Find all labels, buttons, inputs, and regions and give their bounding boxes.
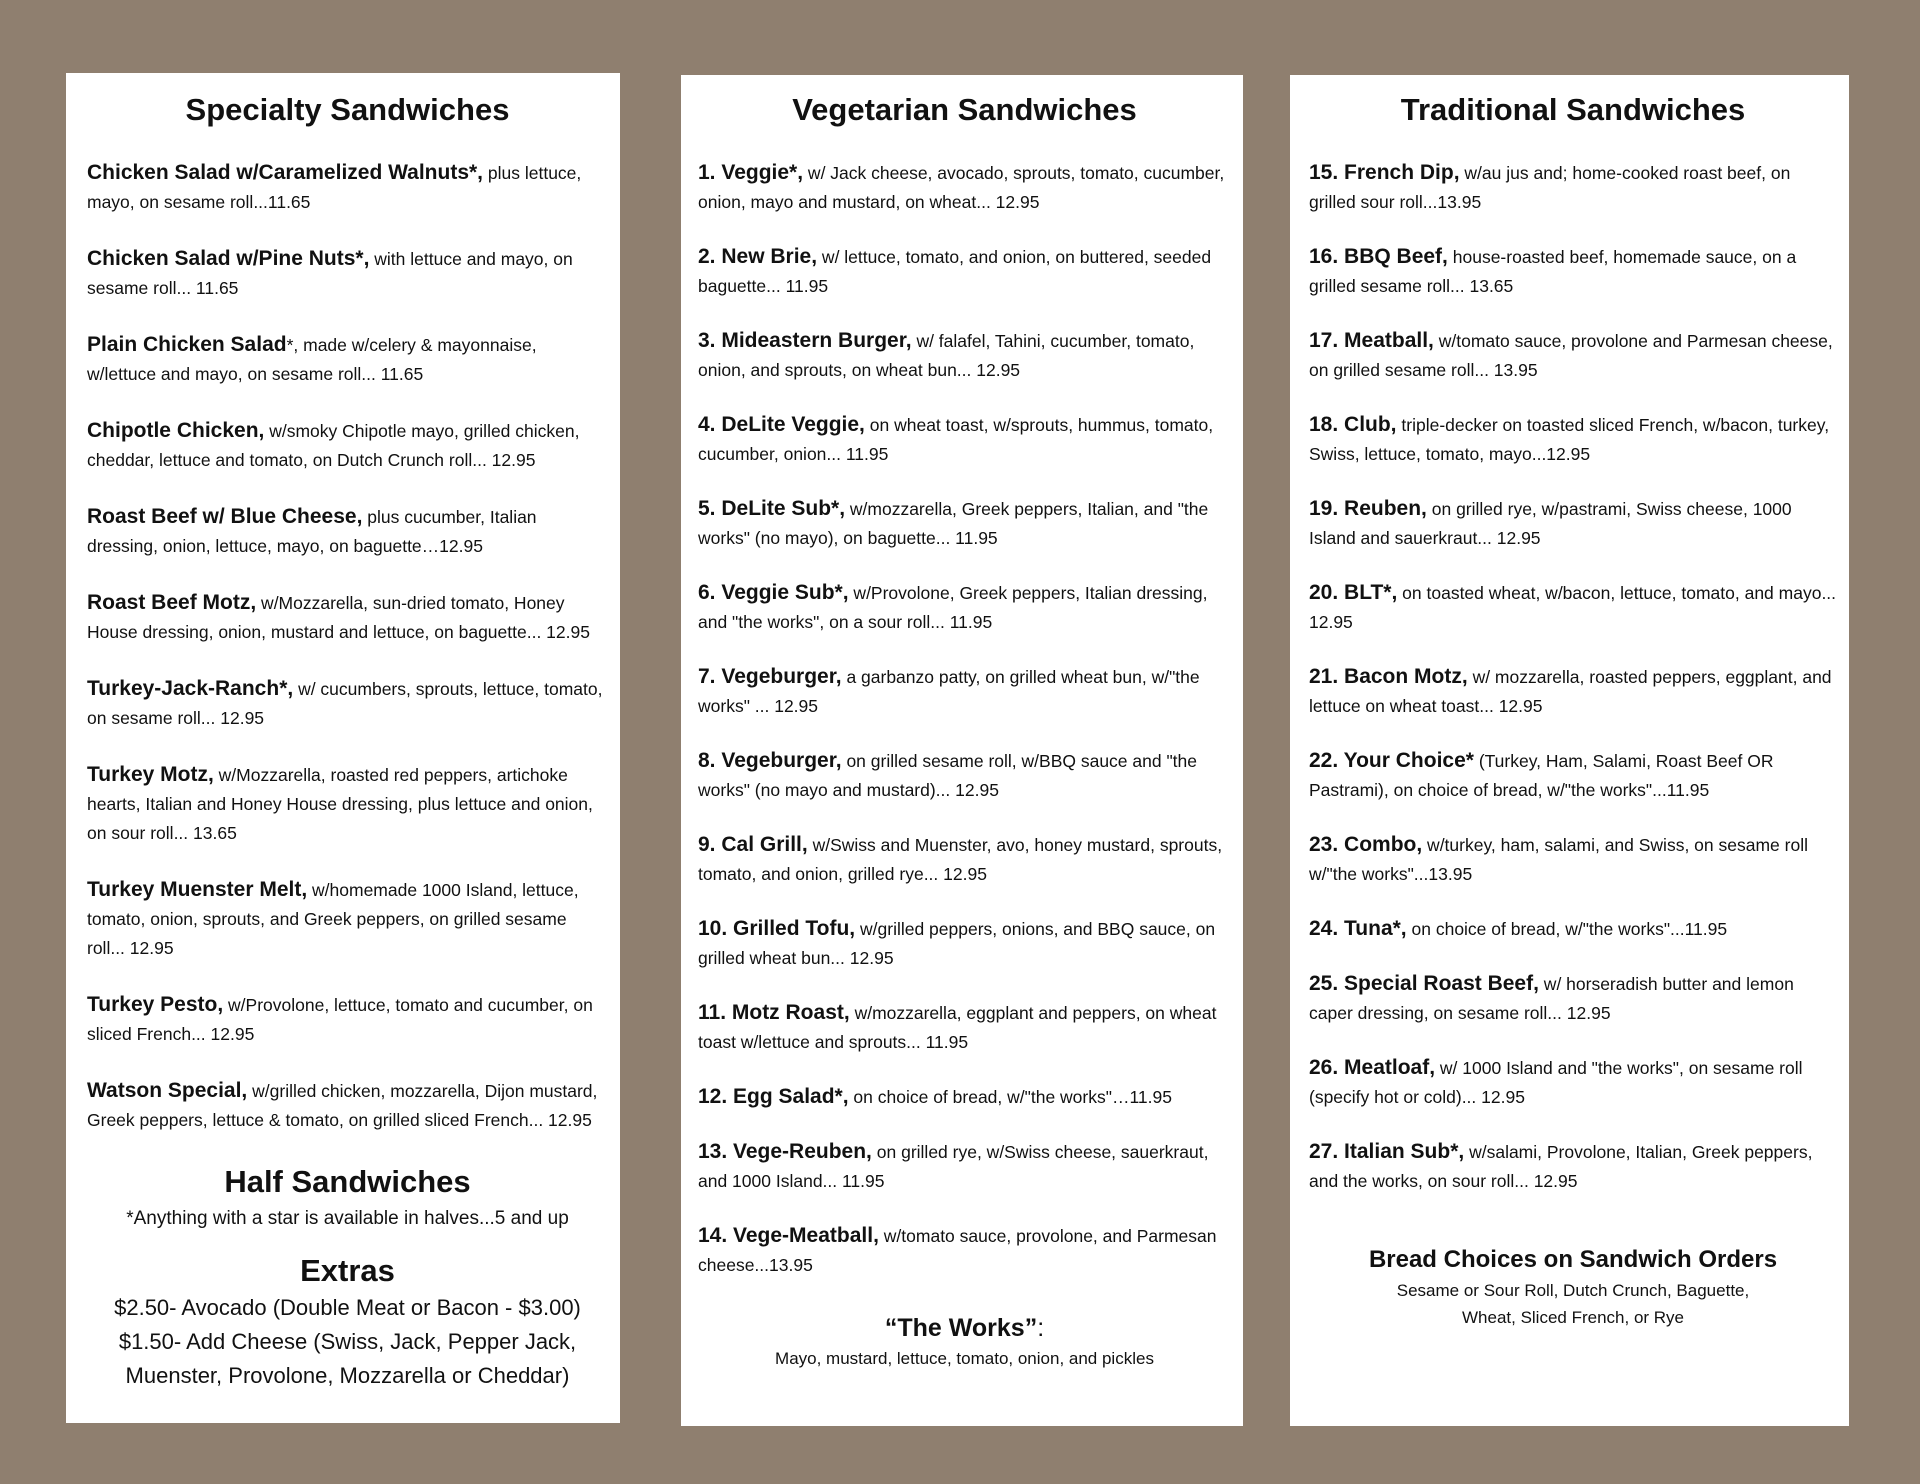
menu-item-name: 5. DeLite Sub*, [698,497,846,520]
menu-item [1309,326,1837,385]
menu-item [1309,578,1837,637]
menu-item-name: 15. French Dip, [1309,161,1460,184]
menu-item-description: on grilled rye, w/pastrami, Swiss cheese, 1000 Island and sauerkraut... 12.95 [1309,499,1792,548]
menu-item-description: w/ cucumbers, sprouts, lettuce, tomato, on sesame roll... 12.95 [87,679,603,728]
menu-item-name: 6. Veggie Sub*, [698,581,849,604]
menu-item-description: on choice of bread, w/"the works"…11.95 [848,1087,1172,1107]
menu-item-description: w/grilled chicken, mozzarella, Dijon mustard, Greek peppers, lettuce & tomato, on grilled sliced French... 12.95 [87,1081,598,1130]
menu-item-description: plus cucumber, Italian dressing, onion, lettuce, mayo, on baguette…12.95 [87,507,537,556]
menu-item-description: house-roasted beef, homemade sauce, on a grilled sesame roll... 13.65 [1309,247,1797,296]
half-sandwiches-section [87,1162,608,1236]
menu-item-description: w/Provolone, lettuce, tomato and cucumber, on sliced French... 12.95 [87,995,593,1044]
menu-item [87,875,608,963]
menu-item-description: plus lettuce, mayo, on sesame roll...11.65 [87,163,582,212]
menu-item [698,1082,1231,1112]
menu-item [698,746,1231,805]
menu-item [1309,1137,1837,1196]
menu-item-description: (Turkey, Ham, Salami, Roast Beef OR Pastrami), on choice of bread, w/"the works"...11.95 [1309,751,1774,800]
menu-item-name: 21. Bacon Motz, [1309,665,1468,688]
menu-item [1309,830,1837,889]
vegetarian-list [698,158,1231,1280]
menu-item-description: w/mozzarella, eggplant and peppers, on wheat toast w/lettuce and sprouts... 11.95 [698,1003,1217,1052]
menu-item-name: 22. Your Choice* [1309,749,1474,772]
menu-item [1309,242,1837,301]
menu-item-name: 17. Meatball, [1309,329,1434,352]
menu-item [1309,746,1837,805]
menu-item-name: 1. Veggie*, [698,161,804,184]
menu-item-name: Chipotle Chicken, [87,419,265,442]
menu-item [698,1221,1231,1280]
vegetarian-panel [681,75,1243,1426]
menu-item [1309,410,1837,469]
specialty-title: Specialty Sandwiches [185,92,510,127]
menu-item-description: w/Provolone, Greek peppers, Italian dressing, and "the works", on a sour roll... 11.95 [698,583,1208,632]
the-works-description: Mayo, mustard, lettuce, tomato, onion, and pickles [775,1349,1154,1368]
menu-item-description: w/homemade 1000 Island, lettuce, tomato, onion, sprouts, and Greek peppers, on grilled sesame roll... 12.95 [87,880,579,958]
menu-item-description: w/grilled peppers, onions, and BBQ sauce, on grilled wheat bun... 12.95 [698,919,1216,968]
menu-item [698,158,1231,217]
menu-item-name: 9. Cal Grill, [698,833,808,856]
menu-item-description: w/Mozzarella, sun-dried tomato, Honey House dressing, onion, mustard and lettuce, on baguette... 12.95 [87,593,590,642]
extras-line: $1.50- Add Cheese (Swiss, Jack, Pepper Jack, [118,1329,577,1354]
menu-item [698,830,1231,889]
menu-item-description: w/ 1000 Island and "the works", on sesame roll (specify hot or cold)... 12.95 [1309,1058,1803,1107]
extras-section [87,1251,608,1393]
the-works-title [698,1311,1231,1345]
menu-item-name: 25. Special Roast Beef, [1309,972,1539,995]
menu-item-name: 27. Italian Sub*, [1309,1140,1465,1163]
menu-item [698,998,1231,1057]
menu-item [698,1137,1231,1196]
menu-item-name: 26. Meatloaf, [1309,1056,1436,1079]
menu-item-name: Watson Special, [87,1079,248,1102]
menu-item-description: w/Mozzarella, roasted red peppers, artichoke hearts, Italian and Honey House dressing, plus lettuce and onion, on sour roll... 13.65 [87,765,593,843]
menu-item [87,158,608,217]
menu-item-name: 3. Mideastern Burger, [698,329,912,352]
menu-item [698,662,1231,721]
menu-item [1309,494,1837,553]
menu-item-name: 12. Egg Salad*, [698,1085,849,1108]
menu-item-name: Chicken Salad w/Pine Nuts*, [87,247,370,270]
menu-item [87,416,608,475]
menu-item [87,1076,608,1135]
menu-item-description: w/ Jack cheese, avocado, sprouts, tomato, cucumber, onion, mayo and mustard, on wheat... 12.95 [698,163,1225,212]
menu-item-name: 10. Grilled Tofu, [698,917,856,940]
menu-item [698,914,1231,973]
menu-item-description: w/ mozzarella, roasted peppers, eggplant, and lettuce on wheat toast... 12.95 [1309,667,1832,716]
menu-item-name: Turkey-Jack-Ranch*, [87,677,294,700]
menu-item-description: with lettuce and mayo, on sesame roll... 11.65 [87,249,573,298]
menu-item-name: 4. DeLite Veggie, [698,413,865,436]
bread-choices-line: Wheat, Sliced French, or Rye [1461,1308,1685,1327]
menu-item-name: Turkey Motz, [87,763,214,786]
menu-item-name: 2. New Brie, [698,245,818,268]
menu-item [87,502,608,561]
menu-item [1309,914,1837,944]
bread-choices-line: Sesame or Sour Roll, Dutch Crunch, Baguette, [1396,1281,1750,1300]
menu-item-description: w/au jus and; home-cooked roast beef, on grilled sour roll...13.95 [1309,163,1791,212]
half-sandwiches-title: Half Sandwiches [224,1164,471,1199]
menu-item-description: on toasted wheat, w/bacon, lettuce, tomato, and mayo... 12.95 [1309,583,1837,632]
menu-item-description: on grilled sesame roll, w/BBQ sauce and "the works" (no mayo and mustard)... 12.95 [698,751,1197,800]
extras-line: $2.50- Avocado (Double Meat or Bacon - $3.00) [114,1295,581,1320]
menu-item [87,760,608,848]
menu-item-name: 19. Reuben, [1309,497,1427,520]
menu-item [698,242,1231,301]
menu-item-name: Plain Chicken Salad [87,333,287,356]
menu-item-description: w/smoky Chipotle mayo, grilled chicken, cheddar, lettuce and tomato, on Dutch Crunch roll... 12.95 [87,421,580,470]
menu-item [87,330,608,389]
traditional-list [1309,158,1837,1196]
specialty-list [87,158,608,1135]
menu-item-description: w/ falafel, Tahini, cucumber, tomato, onion, and sprouts, on wheat bun... 12.95 [698,331,1195,380]
half-sandwiches-note: *Anything with a star is available in halves...5 and up [126,1208,569,1229]
menu-item [698,578,1231,637]
menu-item [1309,1053,1837,1112]
menu-item-name: Turkey Muenster Melt, [87,878,308,901]
menu-item-description: w/mozzarella, Greek peppers, Italian, and "the works" (no mayo), on baguette... 11.95 [698,499,1209,548]
menu-item-description: *, made w/celery & mayonnaise, w/lettuce and mayo, on sesame roll... 11.65 [87,335,537,384]
menu-item [87,990,608,1049]
menu-item-name: 23. Combo, [1309,833,1423,856]
menu-item [698,326,1231,385]
menu-item-description: w/salami, Provolone, Italian, Greek peppers, and the works, on sour roll... 12.95 [1309,1142,1813,1191]
specialty-panel [66,73,620,1423]
menu-item [87,674,608,733]
menu-item [87,244,608,303]
menu-item-name: Roast Beef Motz, [87,591,257,614]
menu-item [698,494,1231,553]
menu-item-name: 20. BLT*, [1309,581,1398,604]
menu-item-description: on wheat toast, w/sprouts, hummus, tomato, cucumber, onion... 11.95 [698,415,1214,464]
menu-item [87,588,608,647]
menu-item-description: triple-decker on toasted sliced French, w/bacon, turkey, Swiss, lettuce, tomato, mayo...12.95 [1309,415,1830,464]
menu-item [1309,158,1837,217]
menu-item-name: 8. Vegeburger, [698,749,842,772]
menu-item [1309,969,1837,1028]
menu-item-description: w/ lettuce, tomato, and onion, on buttered, seeded baguette... 11.95 [698,247,1212,296]
menu-item-name: 18. Club, [1309,413,1397,436]
menu-item-description: w/tomato sauce, provolone, and Parmesan cheese...13.95 [698,1226,1217,1275]
extras-title: Extras [300,1253,395,1288]
menu-item-name: 16. BBQ Beef, [1309,245,1448,268]
menu-item-description: a garbanzo patty, on grilled wheat bun, w/"the works" ... 12.95 [698,667,1200,716]
menu-item-name: Turkey Pesto, [87,993,224,1016]
menu-item-description: on grilled rye, w/Swiss cheese, sauerkraut, and 1000 Island... 11.95 [698,1142,1209,1191]
the-works-heading: “The Works” [884,1314,1038,1342]
menu-item-name: Chicken Salad w/Caramelized Walnuts*, [87,161,484,184]
menu-item-name: 24. Tuna*, [1309,917,1407,940]
menu-item [1309,662,1837,721]
menu-item [698,410,1231,469]
bread-choices-title: Bread Choices on Sandwich Orders [1368,1246,1778,1273]
bread-choices-section [1309,1243,1837,1331]
menu-item-name: 13. Vege-Reuben, [698,1140,872,1163]
menu-item-name: 7. Vegeburger, [698,665,842,688]
menu-item-name: 11. Motz Roast, [698,1001,850,1024]
menu-item-name: 14. Vege-Meatball, [698,1224,879,1247]
traditional-title: Traditional Sandwiches [1400,92,1746,127]
vegetarian-title: Vegetarian Sandwiches [792,92,1137,127]
menu-item-description: w/tomato sauce, provolone and Parmesan cheese, on grilled sesame roll... 13.95 [1309,331,1833,380]
menu-item-description: w/turkey, ham, salami, and Swiss, on sesame roll w/"the works"...13.95 [1309,835,1808,884]
menu-item-description: w/Swiss and Muenster, avo, honey mustard, sprouts, tomato, and onion, grilled rye... 12.95 [698,835,1223,884]
the-works-section [698,1311,1231,1373]
menu-item-name: Roast Beef w/ Blue Cheese, [87,505,363,528]
menu-item-description: w/ horseradish butter and lemon caper dressing, on sesame roll... 12.95 [1309,974,1794,1023]
menu-item-description: on choice of bread, w/"the works"...11.95 [1406,919,1728,939]
traditional-panel [1290,75,1849,1426]
the-works-colon: : [1037,1314,1045,1342]
extras-line: Muenster, Provolone, Mozzarella or Cheddar) [125,1363,570,1388]
